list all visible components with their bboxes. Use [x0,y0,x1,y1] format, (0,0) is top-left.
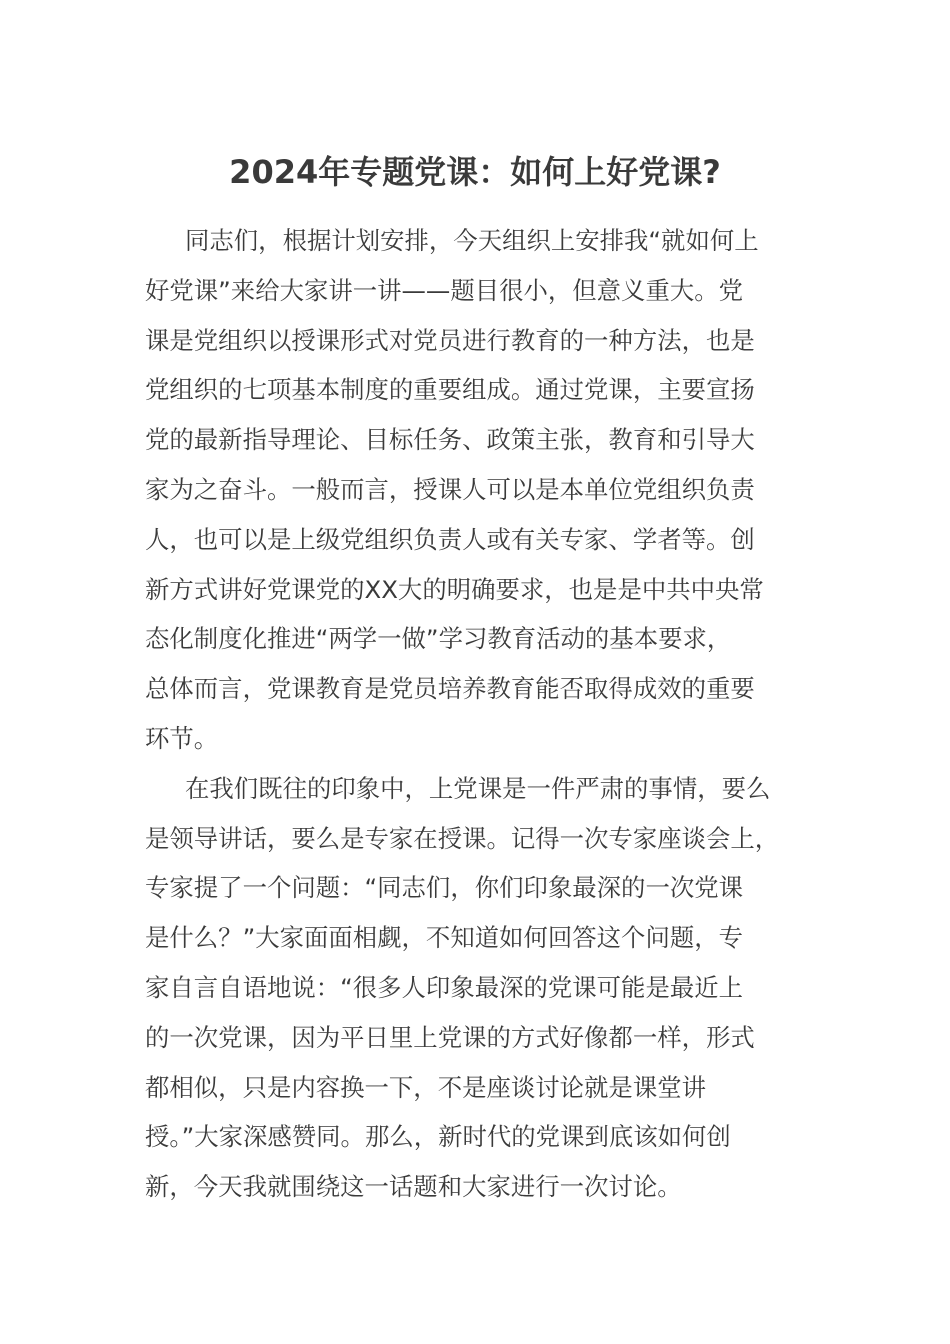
page-title: 2024年专题党课：如何上好党课? [229,153,721,191]
paragraph-2 [145,764,805,1212]
text-line: 家自言自语地说：“很多人印象最深的党课可能是最近上 [145,972,744,1002]
text-line: 家为之奋斗。一般而言，授课人可以是本单位党组织负责 [145,474,755,504]
text-line: 都相似，只是内容换一下，不是座谈讨论就是课堂讲 [145,1072,706,1102]
text-line: 课是党组织以授课形式对党员进行教育的一种方法，也是 [145,325,755,355]
text-line: 在我们既往的印象中，上党课是一件严肃的事情，要么 [185,773,771,803]
text-line: 党组织的七项基本制度的重要组成。通过党课，主要宣扬 [145,375,755,405]
text-line: 党的最新指导理论、目标任务、政策主张，教育和引导大 [145,425,755,455]
document-body [145,216,805,1212]
text-line: 授。”大家深感赞同。那么，新时代的党课到底该如何创 [145,1122,731,1152]
text-line: 总体而言，党课教育是党员培养教育能否取得成效的重要 [145,674,755,704]
text-line: 同志们，根据计划安排，今天组织上安排我“就如何上 [185,226,759,255]
text-line: 的一次党课，因为平日里上党课的方式好像都一样，形式 [145,1022,755,1052]
text-line: 是领导讲话，要么是专家在授课。记得一次专家座谈会上， [145,823,780,853]
text-line: 是什么？”大家面面相觑，不知道如何回答这个问题，专 [145,923,744,953]
text-line: 专家提了一个问题：“同志们，你们印象最深的一次党课 [145,873,744,903]
text-line: 新，今天我就围绕这一话题和大家进行一次讨论。 [145,1172,682,1202]
text-line: 好党课”来给大家讲一讲——题目很小，但意义重大。党 [145,275,744,305]
paragraph-1 [145,216,805,764]
text-line: 环节。 [145,723,219,753]
text-line: 态化制度化推进“两学一做”学习教育活动的基本要求， [145,624,732,654]
text-line: 人，也可以是上级党组织负责人或有关专家、学者等。创 [145,524,755,554]
text-line: 新方式讲好党课党的XX大的明确要求，也是是中共中央常 [145,574,764,604]
